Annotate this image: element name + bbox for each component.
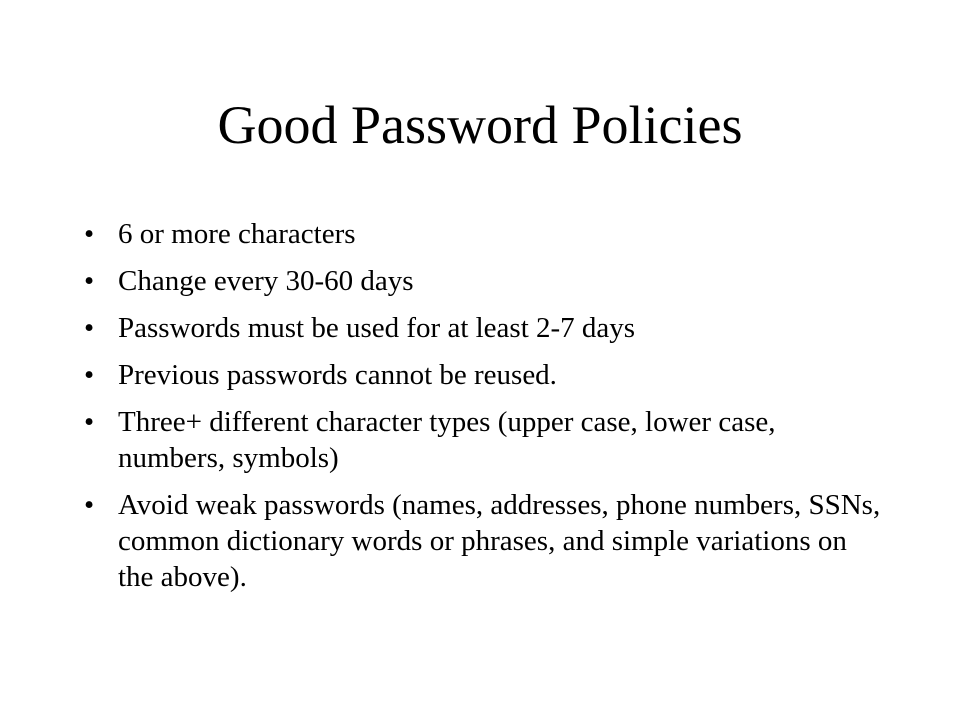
bullet-dot-icon: • bbox=[84, 265, 95, 297]
bullet-text: Change every 30-60 days bbox=[118, 265, 414, 297]
bullet-item bbox=[84, 310, 884, 346]
bullet-item bbox=[84, 263, 884, 299]
bullet-item bbox=[84, 404, 884, 476]
bullet-text: Previous passwords cannot be reused. bbox=[118, 359, 557, 391]
bullet-text: 6 or more characters bbox=[118, 218, 356, 250]
bullet-text: Avoid weak passwords (names, addresses, phone numbers, SSNs, common dictionary words or phrases, and simple variations on the above). bbox=[118, 489, 881, 593]
bullet-text: Passwords must be used for at least 2-7 days bbox=[118, 312, 636, 344]
bullet-item bbox=[84, 487, 884, 595]
bullet-text: Three+ different character types (upper case, lower case, numbers, symbols) bbox=[118, 406, 776, 474]
slide-title: Good Password Policies bbox=[217, 95, 743, 155]
bullet-dot-icon: • bbox=[84, 312, 95, 344]
bullet-dot-icon: • bbox=[84, 359, 95, 391]
bullet-item bbox=[84, 357, 884, 393]
bullet-dot-icon: • bbox=[84, 406, 95, 438]
bullet-dot-icon: • bbox=[84, 218, 95, 250]
bullet-dot-icon: • bbox=[84, 489, 95, 521]
bullet-list bbox=[84, 216, 884, 606]
bullet-item bbox=[84, 216, 884, 252]
